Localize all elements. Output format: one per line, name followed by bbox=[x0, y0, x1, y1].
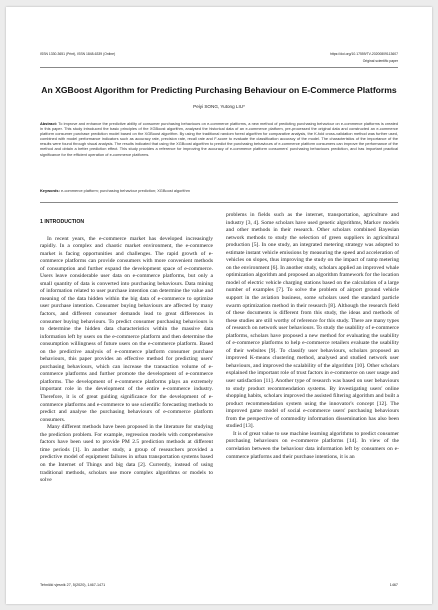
abstract bbox=[40, 121, 398, 157]
abstract-label: Abstract: bbox=[40, 121, 58, 126]
left-column bbox=[40, 217, 213, 579]
abstract-text: To improve and enhance the predictive ability of consumer purchasing behaviours on e-commerce platforms, a new method of predicting purchasing behaviour on e-commerce platforms is created in this paper. This study introduced the basic principles of the XGBoost algorithm, analysed the historical data of an e-commerce platform, pre-processed the original data and constructed an e-commerce platform consumer purchase prediction model based on the XGBoost algorithm. By using the traditional random forest algorithm for comparative analysis, the K-fold cross-validation method was further used, combined with model performance indicators such as accuracy rate, precision rate, recall rate and F-score to evaluate the classification accuracy of the model. The characteristics of the importance of the results were found through visual analysis. The results indicated that using the XGBoost algorithm to predict the purchasing behaviours of e-commerce platform consumers can improve the performance of the method and obtain a better prediction effect. This study provides a reference for improving the accuracy of e-commerce platform consumers' purchasing behaviours prediction, and has important practical significance for the efficient operation of e-commerce platforms. bbox=[40, 121, 398, 157]
journal-footer: Tehnički vjesnik 27, 5(2020), 1467-1471 bbox=[40, 583, 106, 587]
document-page bbox=[6, 7, 432, 604]
page-number: 1467 bbox=[389, 583, 398, 587]
right-column bbox=[226, 212, 399, 574]
doi-link[interactable]: https://doi.org/10.17559/TV-20200809113607 bbox=[330, 52, 398, 56]
keywords bbox=[40, 188, 398, 193]
issn-line: ISSN 1330-3651 (Print), ISSN 1848-6339 (Online) bbox=[40, 52, 116, 56]
body-paragraph: problems in fields such as the internet, transportation, agriculture and industry [3, 4]. Some scholars have used genetic algorithms, Markov models and other methods in their research. Other scholars combined Bayesian network methods to study the selection of green suppliers in agricultural production [5]. In one study, an integrated metering strategy was adopted to estimate instant vehicle emissions by measuring the speed and acceleration of vehicles on slopes, thus improving the study on the impact of ramp metering on the environment [6]. In another study, scholars applied an improved whale optimization algorithm and proposed an algorithm framework for the location model of electric vehicle charging stations based on the calculation of a large number of examples [7]. To solve the problem of airport ground vehicle support in the aviation business, some scholars used the standard particle swarm optimization method in their research [8]. Although the research field of these documents is different from this study, the ideas and methods of these studies are still worthy of reference for this study. There are many types of research on network user behaviours. To study the usability of e-commerce platforms, scholars have proposed a new method for evaluating the usability of e-commerce platforms to help e-commerce retailers evaluate the usability of their websites [9]. To classify user behaviours, scholars proposed an improved K-means clustering method, analysed and studied network user behaviours, and improved the scalability of the algorithm [10]. Other scholars explained the important role of trust factors in e-commerce on user usage and user satisfaction [11]. Another type of research was based on user behaviours to study product recommendation systems. By investigating users' online shopping habits, scholars improved the assisted filtering algorithm and built a product recommendation system using the innovator's concept [12]. The improved game model of social e-commerce users' purchasing behaviours from the perspective of commodity information dissemination has also been studied [13]. bbox=[226, 212, 399, 430]
body-paragraph: It is of great value to use machine learning algorithms to predict consumer purchasing behaviours on e-commerce platforms [14]. In view of the correlation between the behaviour data information left by consumers on e-commerce platforms and their purchase intentions, it is an bbox=[226, 430, 399, 460]
body-paragraph: In recent years, the e-commerce market has developed increasingly rapidly. In a complex and chaotic market environment, the e-commerce market is facing opportunities and challenges. The rapid growth of e-commerce platforms can provide consumers with more convenient methods of consumption and further expand the development space of e-commerce. Users leave considerable user data on e-commerce platforms, but only a small quantity of data is converted into purchasing behaviours. Data mining of information related to user purchase intention can determine the value and meaning of the data hidden within the big data of e-commerce to optimize user purchase intention. Consumer buying behaviours are affected by many factors, and different consumer demands lead to great differences in consumer buying behaviours. To predict consumer purchasing behaviours is to determine the hidden data characteristics within the massive data information left by users on the e-commerce platform and then determine the consumption willingness of future users on the e-commerce platform. Based on the predictive analysis of e-commerce platform consumer purchase behaviours, this paper provides an effective method for predicting users' purchasing behaviours, which can increase the transaction volume of e-commerce platforms and further promote the development of e-commerce platforms. The development of e-commerce platforms plays an extremely important role in the development of the entire e-commerce industry. Therefore, it is of great guiding significance for the development of e-commerce platforms and e-commerce to use scientific forecasting methods to predict and analyse the purchasing behaviours of e-commerce platform consumers. bbox=[40, 235, 213, 423]
body-paragraph: Many different methods have been proposed in the literature for studying the prediction problem. For example, regression models with comprehensive factors have been used to provide PM 2.5 prediction methods at different time periods [1]. In another study, a group of researchers provided a predictive model of equipment failures in urban transportation systems based on the Internet of Things and big data [2]. Currently, instead of using traditional methods, scholars use more complex algorithms or models to solve bbox=[40, 424, 213, 484]
abstract-divider bbox=[40, 202, 398, 203]
paper-title: An XGBoost Algorithm for Predicting Purchasing Behaviour on E-Commerce Platforms bbox=[41, 85, 397, 95]
keywords-label: Keywords: bbox=[40, 188, 60, 193]
keywords-text: e-commerce platform; purchasing behaviour prediction; XGBoost algorithm bbox=[60, 188, 190, 193]
header-divider bbox=[40, 67, 398, 68]
paper-type: Original scientific paper bbox=[362, 59, 398, 63]
section-heading: 1 INTRODUCTION bbox=[40, 219, 85, 225]
paper-authors: Peiyi SONG, Yutong LIU* bbox=[193, 104, 245, 109]
